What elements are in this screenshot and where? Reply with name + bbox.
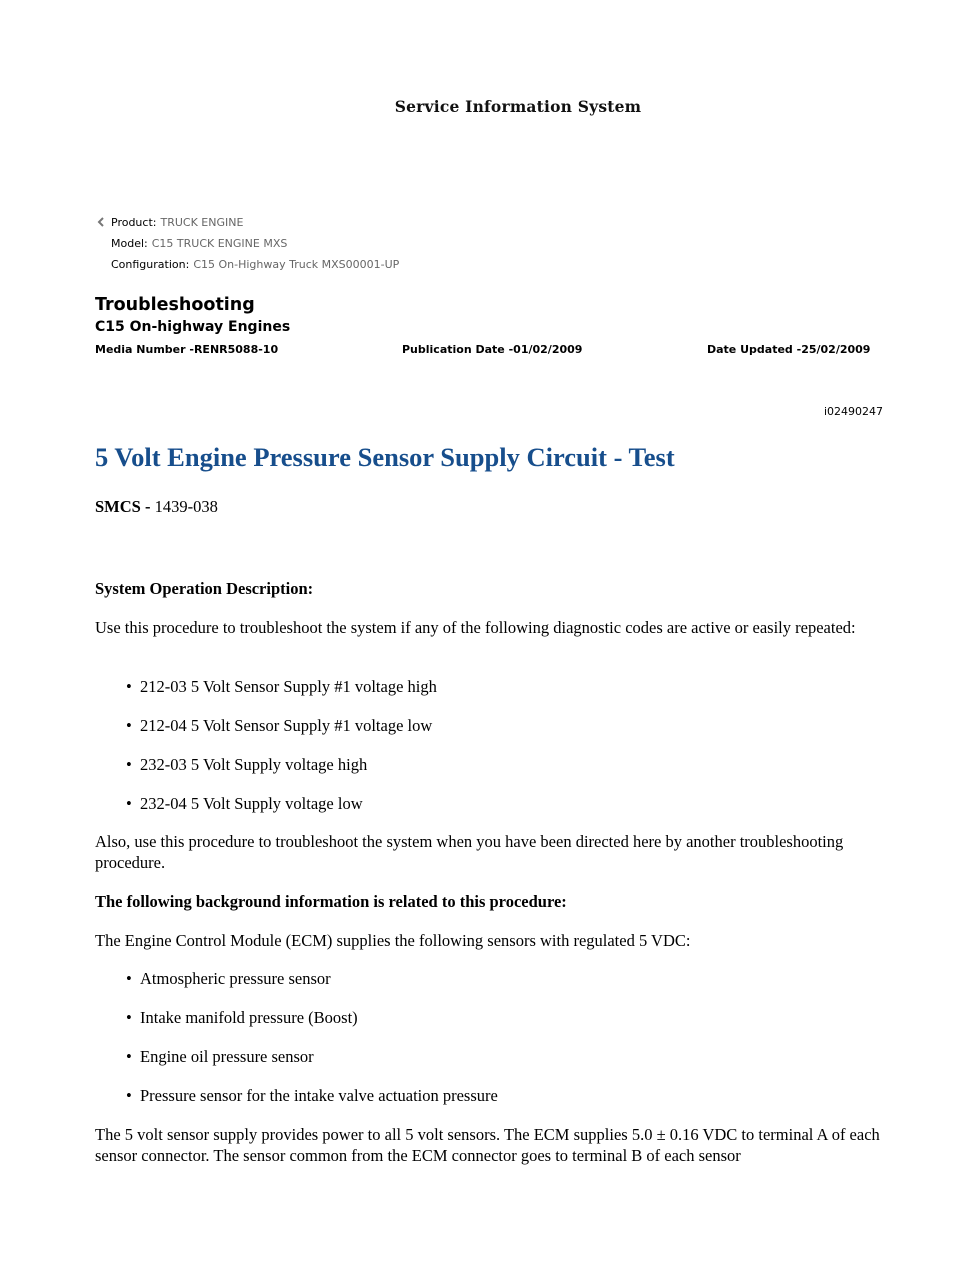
list-item-text: 232-03 5 Volt Supply voltage high <box>140 755 368 774</box>
product-meta <box>95 214 399 277</box>
document-type: Troubleshooting <box>95 295 255 315</box>
list-item-text: Pressure sensor for the intake valve actuation pressure <box>140 1086 498 1105</box>
publication-date: Publication Date -01/02/2009 <box>402 343 583 356</box>
media-number: Media Number -RENR5088-10 <box>95 343 279 356</box>
date-updated: Date Updated -25/02/2009 <box>707 343 871 356</box>
list-item <box>126 1046 314 1067</box>
section-heading-background: The following background information is related to this procedure: <box>95 892 567 911</box>
list-item-text: 212-04 5 Volt Sensor Supply #1 voltage low <box>140 716 433 735</box>
list-item-text: 232-04 5 Volt Supply voltage low <box>140 794 363 813</box>
list-item <box>126 715 432 736</box>
bullet-icon: • <box>126 677 132 696</box>
list-item-text: Atmospheric pressure sensor <box>140 969 331 988</box>
bullet-icon: • <box>126 755 132 774</box>
model-row <box>111 235 399 256</box>
page-title: 5 Volt Engine Pressure Sensor Supply Circuit - Test <box>95 442 675 472</box>
bullet-icon: • <box>126 794 132 813</box>
bullet-icon: • <box>126 1086 132 1105</box>
paragraph-also: Also, use this procedure to troubleshoot the system when you have been directed here by another troubleshooting procedure. <box>95 832 844 872</box>
list-item <box>126 793 363 814</box>
product-value: TRUCK ENGINE <box>160 216 244 229</box>
paragraph-sensor-supply: The 5 volt sensor supply provides power to all 5 volt sensors. The ECM supplies 5.0 ± 0.16 VDC to terminal A of each sensor connector. The sensor common from the ECM connector goes to terminal B of each sensor <box>95 1125 880 1165</box>
smcs-value: 1439-038 <box>154 497 218 516</box>
configuration-value: C15 On-Highway Truck MXS00001-UP <box>193 258 400 271</box>
bullet-icon: • <box>126 716 132 735</box>
bullet-icon: • <box>126 1047 132 1066</box>
document-subtitle: C15 On-highway Engines <box>95 319 291 335</box>
list-item-text: Intake manifold pressure (Boost) <box>140 1008 358 1027</box>
list-item <box>126 676 437 697</box>
model-label: Model: <box>111 237 148 250</box>
bullet-icon: • <box>126 969 132 988</box>
list-item <box>126 754 367 775</box>
list-item <box>126 1007 358 1028</box>
bullet-icon: • <box>126 1008 132 1027</box>
list-item-text: Engine oil pressure sensor <box>140 1047 314 1066</box>
section-heading-system-operation: System Operation Description: <box>95 579 314 598</box>
smcs-label: SMCS - <box>95 497 151 516</box>
list-item-text: 212-03 5 Volt Sensor Supply #1 voltage high <box>140 677 437 696</box>
back-arrow-icon[interactable] <box>95 216 107 228</box>
paragraph-ecm-supply: The Engine Control Module (ECM) supplies the following sensors with regulated 5 VDC: <box>95 931 691 950</box>
list-item <box>126 968 331 989</box>
document-id: i02490247 <box>823 405 883 418</box>
smcs-code <box>95 497 218 517</box>
model-value: C15 TRUCK ENGINE MXS <box>151 237 288 250</box>
page-header-title: Service Information System <box>394 97 642 116</box>
product-label: Product: <box>111 216 157 229</box>
configuration-label: Configuration: <box>111 258 190 271</box>
paragraph-intro: Use this procedure to troubleshoot the system if any of the following diagnostic codes are active or easily repeated: <box>95 618 856 637</box>
product-row <box>95 214 399 235</box>
configuration-row <box>111 256 399 277</box>
list-item <box>126 1085 498 1106</box>
